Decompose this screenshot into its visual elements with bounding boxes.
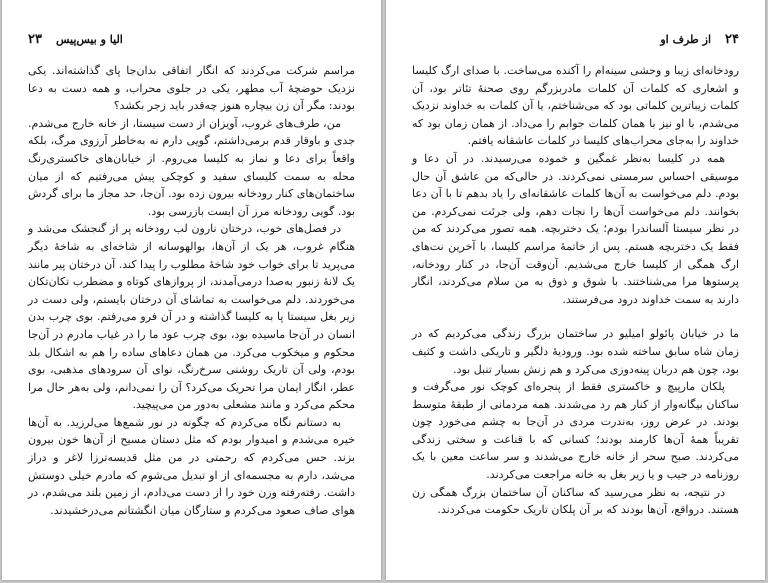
right-page-body <box>412 62 739 519</box>
right-running-title: از طرف او <box>660 33 711 46</box>
left-page-number: ۲۳ <box>28 32 42 47</box>
paragraph: ما در خیابان پائولو امیلیو در ساختمان بزرگ زندگی می‌کردیم که در زمان شاه سابق ساخته شده بود. ورودیهٔ دلگیر و تاریکی داشت و کثیف بود، چون هم دربان پینه‌دوزی می‌کرد و هم زنش بسیار تنبل بود. <box>412 327 739 376</box>
left-running-title: الیا و بیس‌پیس <box>56 33 123 46</box>
left-page <box>2 0 381 580</box>
paragraph: در نتیجه، به نظر می‌رسید که ساکنان آن ساختمان بزرگ همگی زن هستند. درواقع، آن‌ها بودند که بر آن پلکان تاریک حکومت می‌کردند. <box>412 485 739 517</box>
paragraph: همه در کلیسا به‌نظر غمگین و خموده می‌رسیدند. در آن دعا و موسیقی احساس سرمستی نمی‌کردند. در حالی‌که من عاشق آن حال بودم. دلم می‌خواست به آن‌ها کلمات عاشقانه‌ای را یاد بدهم تا با آن دعا بخوانند. دلم می‌خواست آن‌ها را نجات دهم، ولی جرئت نمی‌کردم. من در نظر سیستا آلساندرا بودم؛ یک دختربچه. همه تصور می‌کردند که من فقط یک دختربچه هستم. پس از خاتمهٔ مراسم کلیسا، با آخرین نت‌های ارگ همگی از کلیسا خارج می‌شدیم. آن‌وقت آن‌جا، در کنار رودخانه، پرستوها مرا می‌شناختند. با شوق و ذوق به من سلام می‌کردند، انگار دارند به سمت خداوند درود می‌فرستند. <box>412 151 739 306</box>
paragraph: رودخانه‌ای زیبا و وحشی سینه‌ام را آکنده می‌ساخت. با صدای ارگ کلیسا و اشعاری که کلمات آن کلمات مادربزرگم روی صحنهٔ تئاتر بود، آن کلمات زیباترین کلماتی بود که می‌شناختم، یا آن کلمات به خداوند نزدیک می‌شدم، با او نیز با همان کلمات جوابم را می‌داد. از همان زمان بود که خداوند را به‌جای محراب‌های کلیسا در کلمات عاشقانه یافتم. <box>412 64 739 148</box>
paragraph: مراسم شرکت می‌کردند که انگار اتفاقی بدان‌جا پای گذاشته‌اند. یکی نزدیک حوضچهٔ آب مطهر، یکی در جلوی محراب، و همه دست به دعا بودند: مگر آن زن بیچاره هنوز چه‌قدر باید زجر بکشد؟ <box>28 64 355 113</box>
paragraph: به دستانم نگاه می‌کردم که چگونه در نور شمع‌ها می‌لرزید. به آن‌ها خیره می‌شدم و امیدوار بودم که مثل دستان مسیح از آن‌ها خون بیرون بزند. حس می‌کردم که رحمتی در من مثل قدیسه‌ترزا لاغر و دراز می‌شد، دارم به مجسمه‌ای از او تبدیل می‌شوم که مادرم خیلی دوستش داشت. رفته‌رفته وزن خود را از دست می‌دادم، از زمین بلند می‌شدم، در هوای صاف صعود می‌کردم و ستارگان میان انگشتانم می‌درخشیدند. <box>28 415 355 517</box>
paragraph: پلکان مارپیچ و خاکستری فقط از پنجره‌ای کوچک نور می‌گرفت و ساکنان بیگانه‌وار از کنار هم رد می‌شدند. همه مردمانی از طبقهٔ متوسط بودند. در عرض روز، به‌ندرت مردی در آن‌جا به چشم می‌خورد چون تقریباً همهٔ آن‌ها کارمند بودند؛ کسانی که با قناعت و سختی زندگی می‌کردند. صبح سحر از خانه خارج می‌شدند و سر ساعت معین با یک روزنامه در جیب و یا زیر بغل به خانه مراجعت می‌کردند. <box>412 380 739 482</box>
right-page-header <box>412 32 739 50</box>
paragraph: در فصل‌های خوب، درختان نارون لب رودخانه پر از گنجشک می‌شد و هنگام غروب، هر یک از آن‌ها، بوالهوسانه از شاخه‌ای به شاخهٔ دیگر می‌پرید تا برای خواب خود شاخهٔ مطلوب را پیدا کند. آن درختان پیر مانند یک لانهٔ زنبور به‌صدا درمی‌آمدند، از پروازهای کوتاه و مضطرب تکان‌تکان می‌خوردند. دلم می‌خواست به تماشای آن درختان بایستم، ولی دست در زیر بغل سیستا پا به کلیسا گذاشته و در آن فرو می‌رفتم. بوی چرب بدن انسان در آن‌جا ماسیده بود، بوی چرب عود ما را در غیاب مادرم در آن‌جا محکوم و میخکوب می‌کرد. من همان دعاهای ساده را هم به اشکال بلد بودم، ولی آن تاریک روشنی سرخ‌رنگ، نوای آن سرودهای مذهبی، بوی عطر، انگار ایمان مرا تحریک می‌کرد؟ آن را نمی‌دانم، ولی به‌هر حال مرا محکم می‌کرد و مانند مشعلی به‌دور من می‌پیچید. <box>28 222 355 412</box>
paragraph: من، طرف‌های غروب، آویزان از دست سیستا، از خانه خارج می‌شدم. جدی و باوقار قدم برمی‌داشتم، گویی دارم نه به‌خاطر آرزوی مرگ، بلکه واقعاً برای دعا و نماز به کلیسا می‌روم. از خیابان‌های خاکستری‌رنگ محله به سمت کلیسای سفید و کوچکی پیش می‌رفتیم که از میان ساختمان‌های کنار رودخانه بیرون زده بود. آن‌جا، حد مجاز ما برای گردش بود. گویی رودخانه مرز آن ایست بازرسی بود. <box>28 116 355 218</box>
left-page-header <box>28 32 355 50</box>
right-page-number: ۲۴ <box>725 32 739 47</box>
right-page <box>386 0 765 580</box>
left-page-body <box>28 62 355 519</box>
